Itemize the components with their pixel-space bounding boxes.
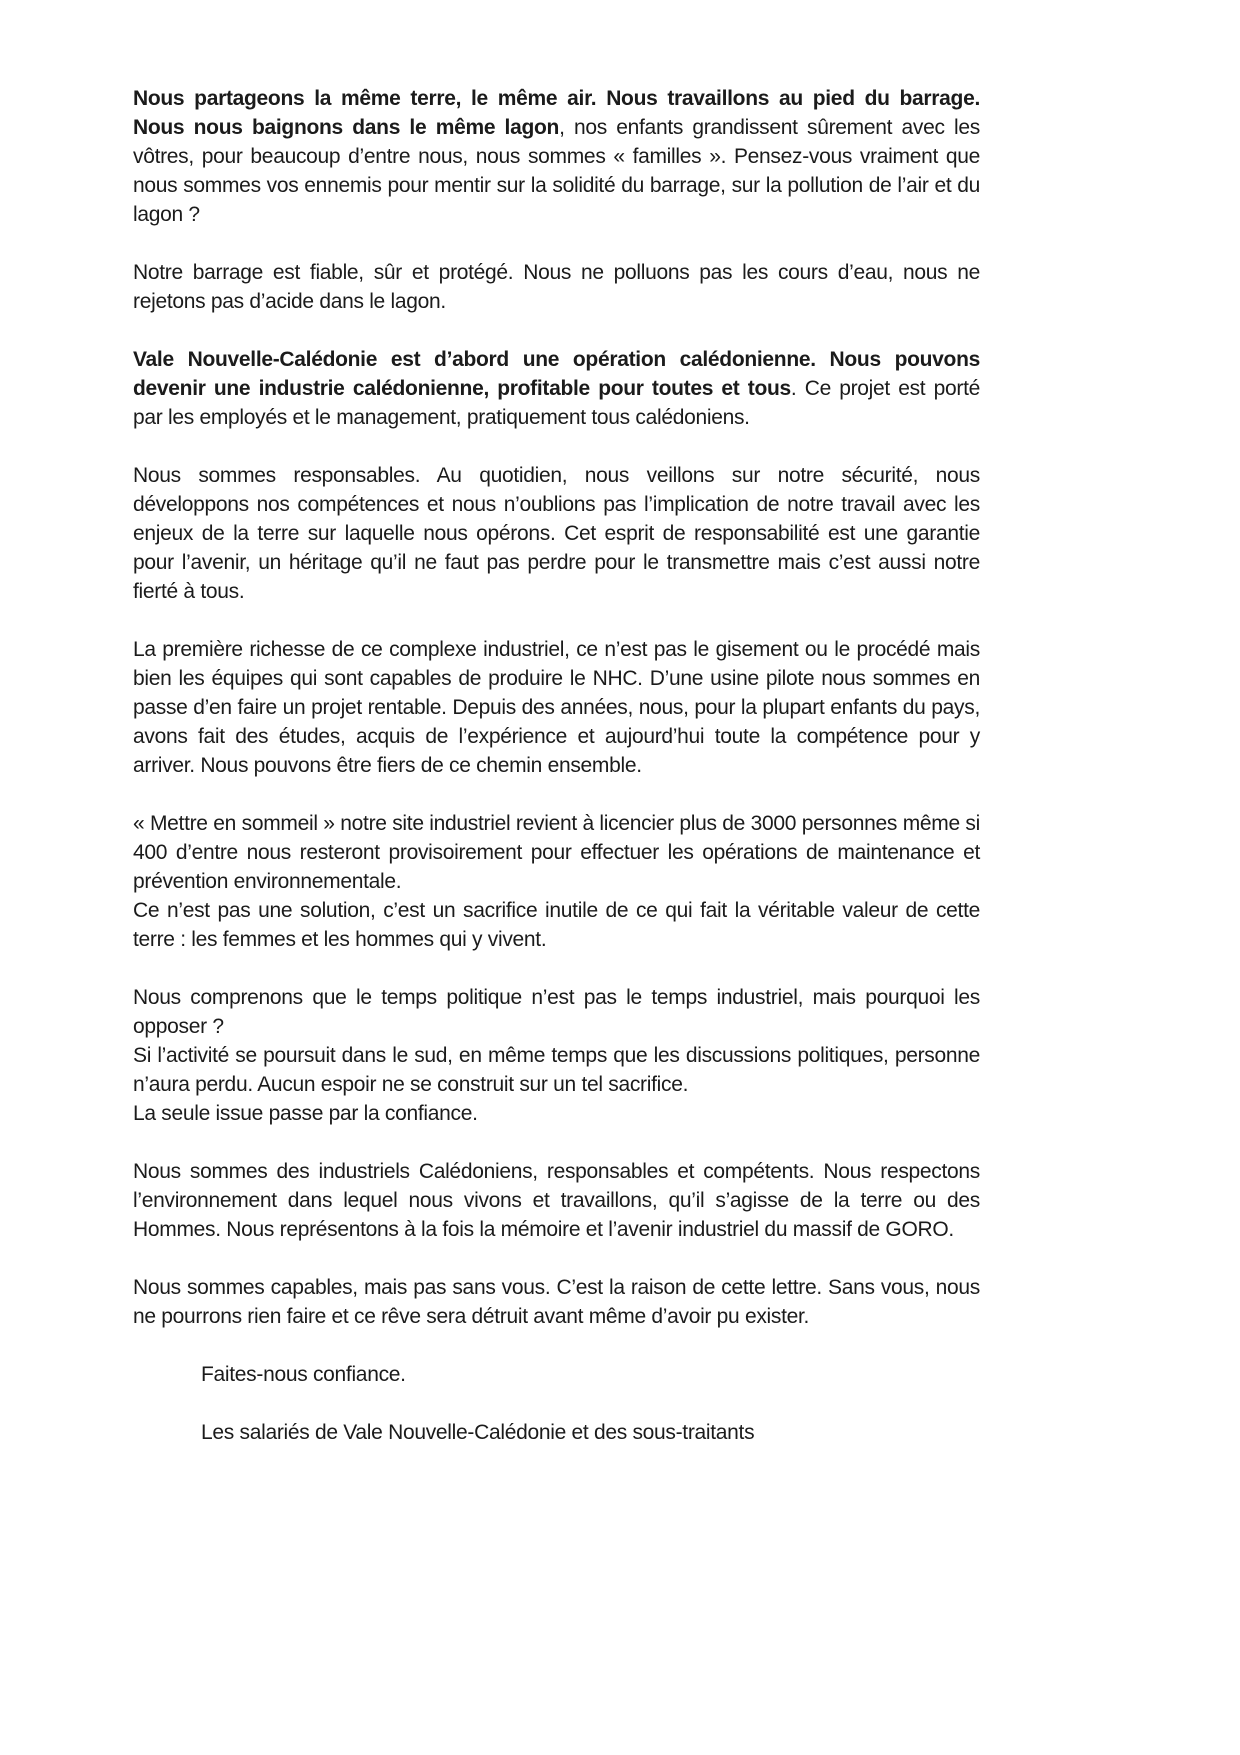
paragraph-9-text: Nous sommes capables, mais pas sans vous. C’est la raison de cette lettre. Sans vous, nous ne pourrons rien faire et ce rêve sera détruit avant même d’avoir pu exister. bbox=[133, 1276, 980, 1328]
paragraph-3-bold-text: Vale Nouvelle-Calédonie est d’abord une opération calédonienne. Nous pouvons devenir une industrie calédonienne, profitable pour toutes et tous bbox=[133, 348, 980, 400]
paragraph-6-line-2 bbox=[133, 896, 980, 954]
paragraph-6-line-1-text: « Mettre en sommeil » notre site industriel revient à licencier plus de 3000 personnes même si 400 d’entre nous resteront provisoirement pour effectuer les opérations de maintenance et prévention environnementale. bbox=[133, 812, 980, 893]
paragraph-6-line-1 bbox=[133, 809, 980, 896]
paragraph-7-line-1 bbox=[133, 983, 980, 1041]
paragraph-2 bbox=[133, 258, 980, 316]
paragraph-8 bbox=[133, 1157, 980, 1244]
paragraph-3-text: . Ce projet est porté par les employés et le management, pratiquement tous calédoniens. bbox=[133, 377, 980, 429]
paragraph-2-text: Notre barrage est fiable, sûr et protégé. Nous ne polluons pas les cours d’eau, nous ne rejetons pas d’acide dans le lagon. bbox=[133, 261, 980, 313]
closing-signature bbox=[133, 1418, 980, 1447]
paragraph-7-line-3 bbox=[133, 1099, 980, 1128]
paragraph-9 bbox=[133, 1273, 980, 1331]
paragraph-1-text: , nos enfants grandissent sûrement avec les vôtres, pour beaucoup d’entre nous, nous sommes « familles ». Pensez-vous vraiment que nous sommes vos ennemis pour mentir sur la solidité du barrage, sur la pollution de l’air et du lagon ? bbox=[133, 116, 980, 226]
paragraph-7-line-1-text: Nous comprenons que le temps politique n’est pas le temps industriel, mais pourquoi les opposer ? bbox=[133, 986, 980, 1038]
paragraph-3 bbox=[133, 345, 980, 432]
closing-signature-text: Les salariés de Vale Nouvelle-Calédonie et des sous-traitants bbox=[201, 1421, 755, 1444]
paragraph-1 bbox=[133, 84, 980, 229]
paragraph-1-bold-text: Nous partageons la même terre, le même air. Nous travaillons au pied du barrage. Nous nous baignons dans le même lagon bbox=[133, 87, 980, 139]
paragraph-7-line-3-text: La seule issue passe par la confiance. bbox=[133, 1102, 478, 1125]
paragraph-4 bbox=[133, 461, 980, 606]
closing-salutation bbox=[133, 1360, 980, 1389]
paragraph-6-line-2-text: Ce n’est pas une solution, c’est un sacrifice inutile de ce qui fait la véritable valeur de cette terre : les femmes et les hommes qui y vivent. bbox=[133, 899, 980, 951]
closing-salutation-text: Faites-nous confiance. bbox=[201, 1363, 406, 1386]
paragraph-7-line-2 bbox=[133, 1041, 980, 1099]
paragraph-7-line-2-text: Si l’activité se poursuit dans le sud, en même temps que les discussions politiques, personne n’aura perdu. Aucun espoir ne se construit sur un tel sacrifice. bbox=[133, 1044, 980, 1096]
paragraph-4-text: Nous sommes responsables. Au quotidien, nous veillons sur notre sécurité, nous développons nos compétences et nous n’oublions pas l’implication de notre travail avec les enjeux de la terre sur laquelle nous opérons. Cet esprit de responsabilité est une garantie pour l’avenir, un héritage qu’il ne faut pas perdre pour le transmettre mais c’est aussi notre fierté à tous. bbox=[133, 464, 980, 603]
paragraph-5-text: La première richesse de ce complexe industriel, ce n’est pas le gisement ou le procédé mais bien les équipes qui sont capables de produire le NHC. D’une usine pilote nous sommes en passe d’en faire un projet rentable. Depuis des années, nous, pour la plupart enfants du pays, avons fait des études, acquis de l’expérience et aujourd’hui toute la compétence pour y arriver. Nous pouvons être fiers de ce chemin ensemble. bbox=[133, 638, 980, 777]
paragraph-5 bbox=[133, 635, 980, 780]
paragraph-8-text: Nous sommes des industriels Calédoniens, responsables et compétents. Nous respectons l’environnement dans lequel nous vivons et travaillons, qu’il s’agisse de la terre ou des Hommes. Nous représentons à la fois la mémoire et l’avenir industriel du massif de GORO. bbox=[133, 1160, 980, 1241]
